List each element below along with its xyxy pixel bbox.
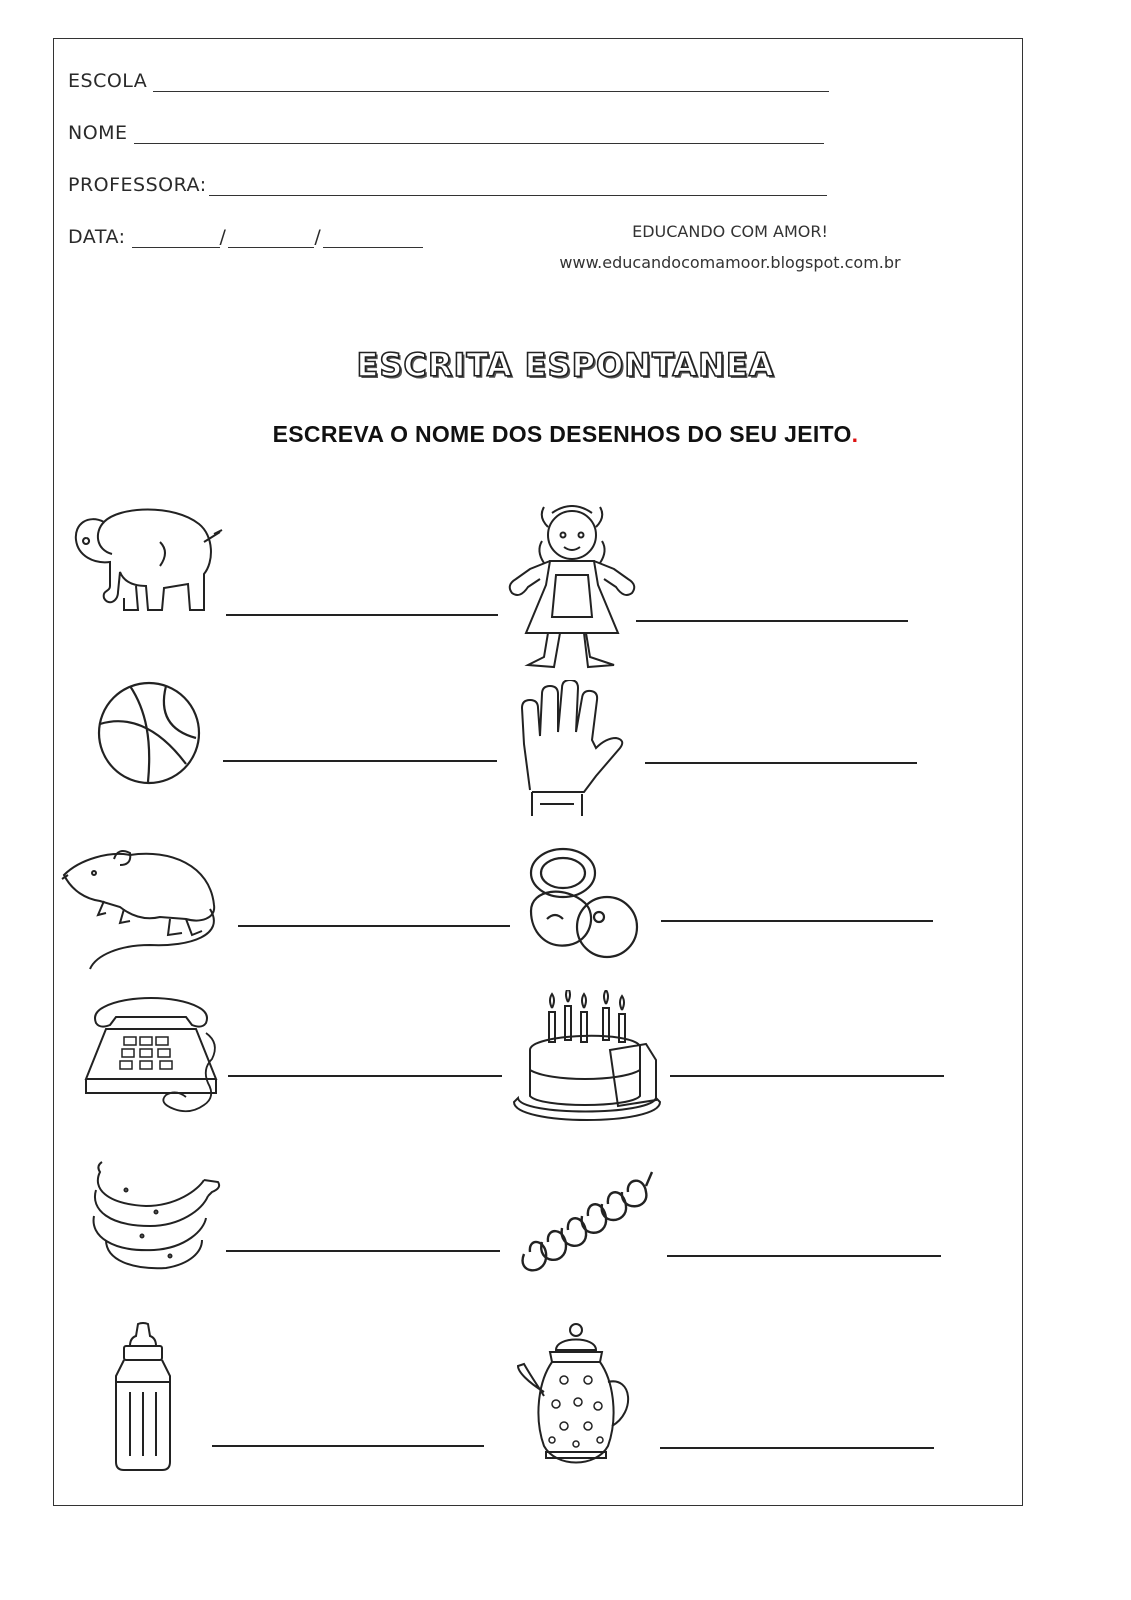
month-input-line[interactable] [228, 229, 314, 248]
brand-url: www.educandocomamoor.blogspot.com.br [559, 253, 901, 272]
data-field [68, 226, 423, 248]
answer-line-teapot[interactable] [660, 1447, 934, 1449]
year-input-line[interactable] [323, 229, 423, 248]
answer-line-elephant[interactable] [226, 614, 498, 616]
answer-line-ball[interactable] [223, 760, 497, 762]
answer-line-cake[interactable] [670, 1075, 944, 1077]
elephant-icon [64, 502, 224, 620]
date-separator: / [219, 226, 227, 248]
escola-label: ESCOLA [68, 70, 148, 92]
answer-line-bottle[interactable] [212, 1445, 484, 1447]
answer-line-rat[interactable] [238, 925, 510, 927]
rag-doll-icon [500, 505, 645, 675]
birthday-cake-icon [510, 990, 665, 1132]
answer-line-telephone[interactable] [228, 1075, 502, 1077]
date-separator: / [314, 226, 322, 248]
professora-label: PROFESSORA: [68, 174, 207, 196]
data-label: DATA: [68, 226, 126, 248]
nome-field [68, 122, 824, 144]
answer-line-doll[interactable] [636, 620, 908, 622]
hand-icon [512, 680, 632, 816]
answer-line-hand[interactable] [645, 762, 917, 764]
teapot-icon [516, 1322, 636, 1472]
answer-line-pacifier[interactable] [661, 920, 933, 922]
escola-input-line[interactable] [153, 73, 829, 92]
nome-input-line[interactable] [134, 125, 824, 144]
rat-icon [60, 845, 224, 977]
professora-input-line[interactable] [209, 177, 827, 196]
day-input-line[interactable] [132, 229, 220, 248]
pacifier-icon [525, 845, 645, 963]
instruction-period: . [851, 421, 859, 447]
worksheet-title-text: ESCRITA ESPONTANEA [356, 346, 775, 384]
brand-name: EDUCANDO COM AMOR! [632, 222, 828, 241]
baby-bottle-icon [110, 1322, 176, 1472]
worksheet-title [0, 346, 1131, 384]
instruction-text: ESCREVA O NOME DOS DESENHOS DO SEU JEITO [272, 421, 852, 447]
telephone-icon [76, 993, 226, 1125]
answer-line-spring[interactable] [667, 1255, 941, 1257]
ball-icon [96, 680, 202, 786]
professora-field [68, 174, 827, 196]
instruction [0, 421, 1131, 448]
answer-line-bananas[interactable] [226, 1250, 500, 1252]
bananas-icon [86, 1160, 222, 1272]
escola-field [68, 70, 829, 92]
spring-icon [516, 1166, 662, 1284]
nome-label: NOME [68, 122, 128, 144]
